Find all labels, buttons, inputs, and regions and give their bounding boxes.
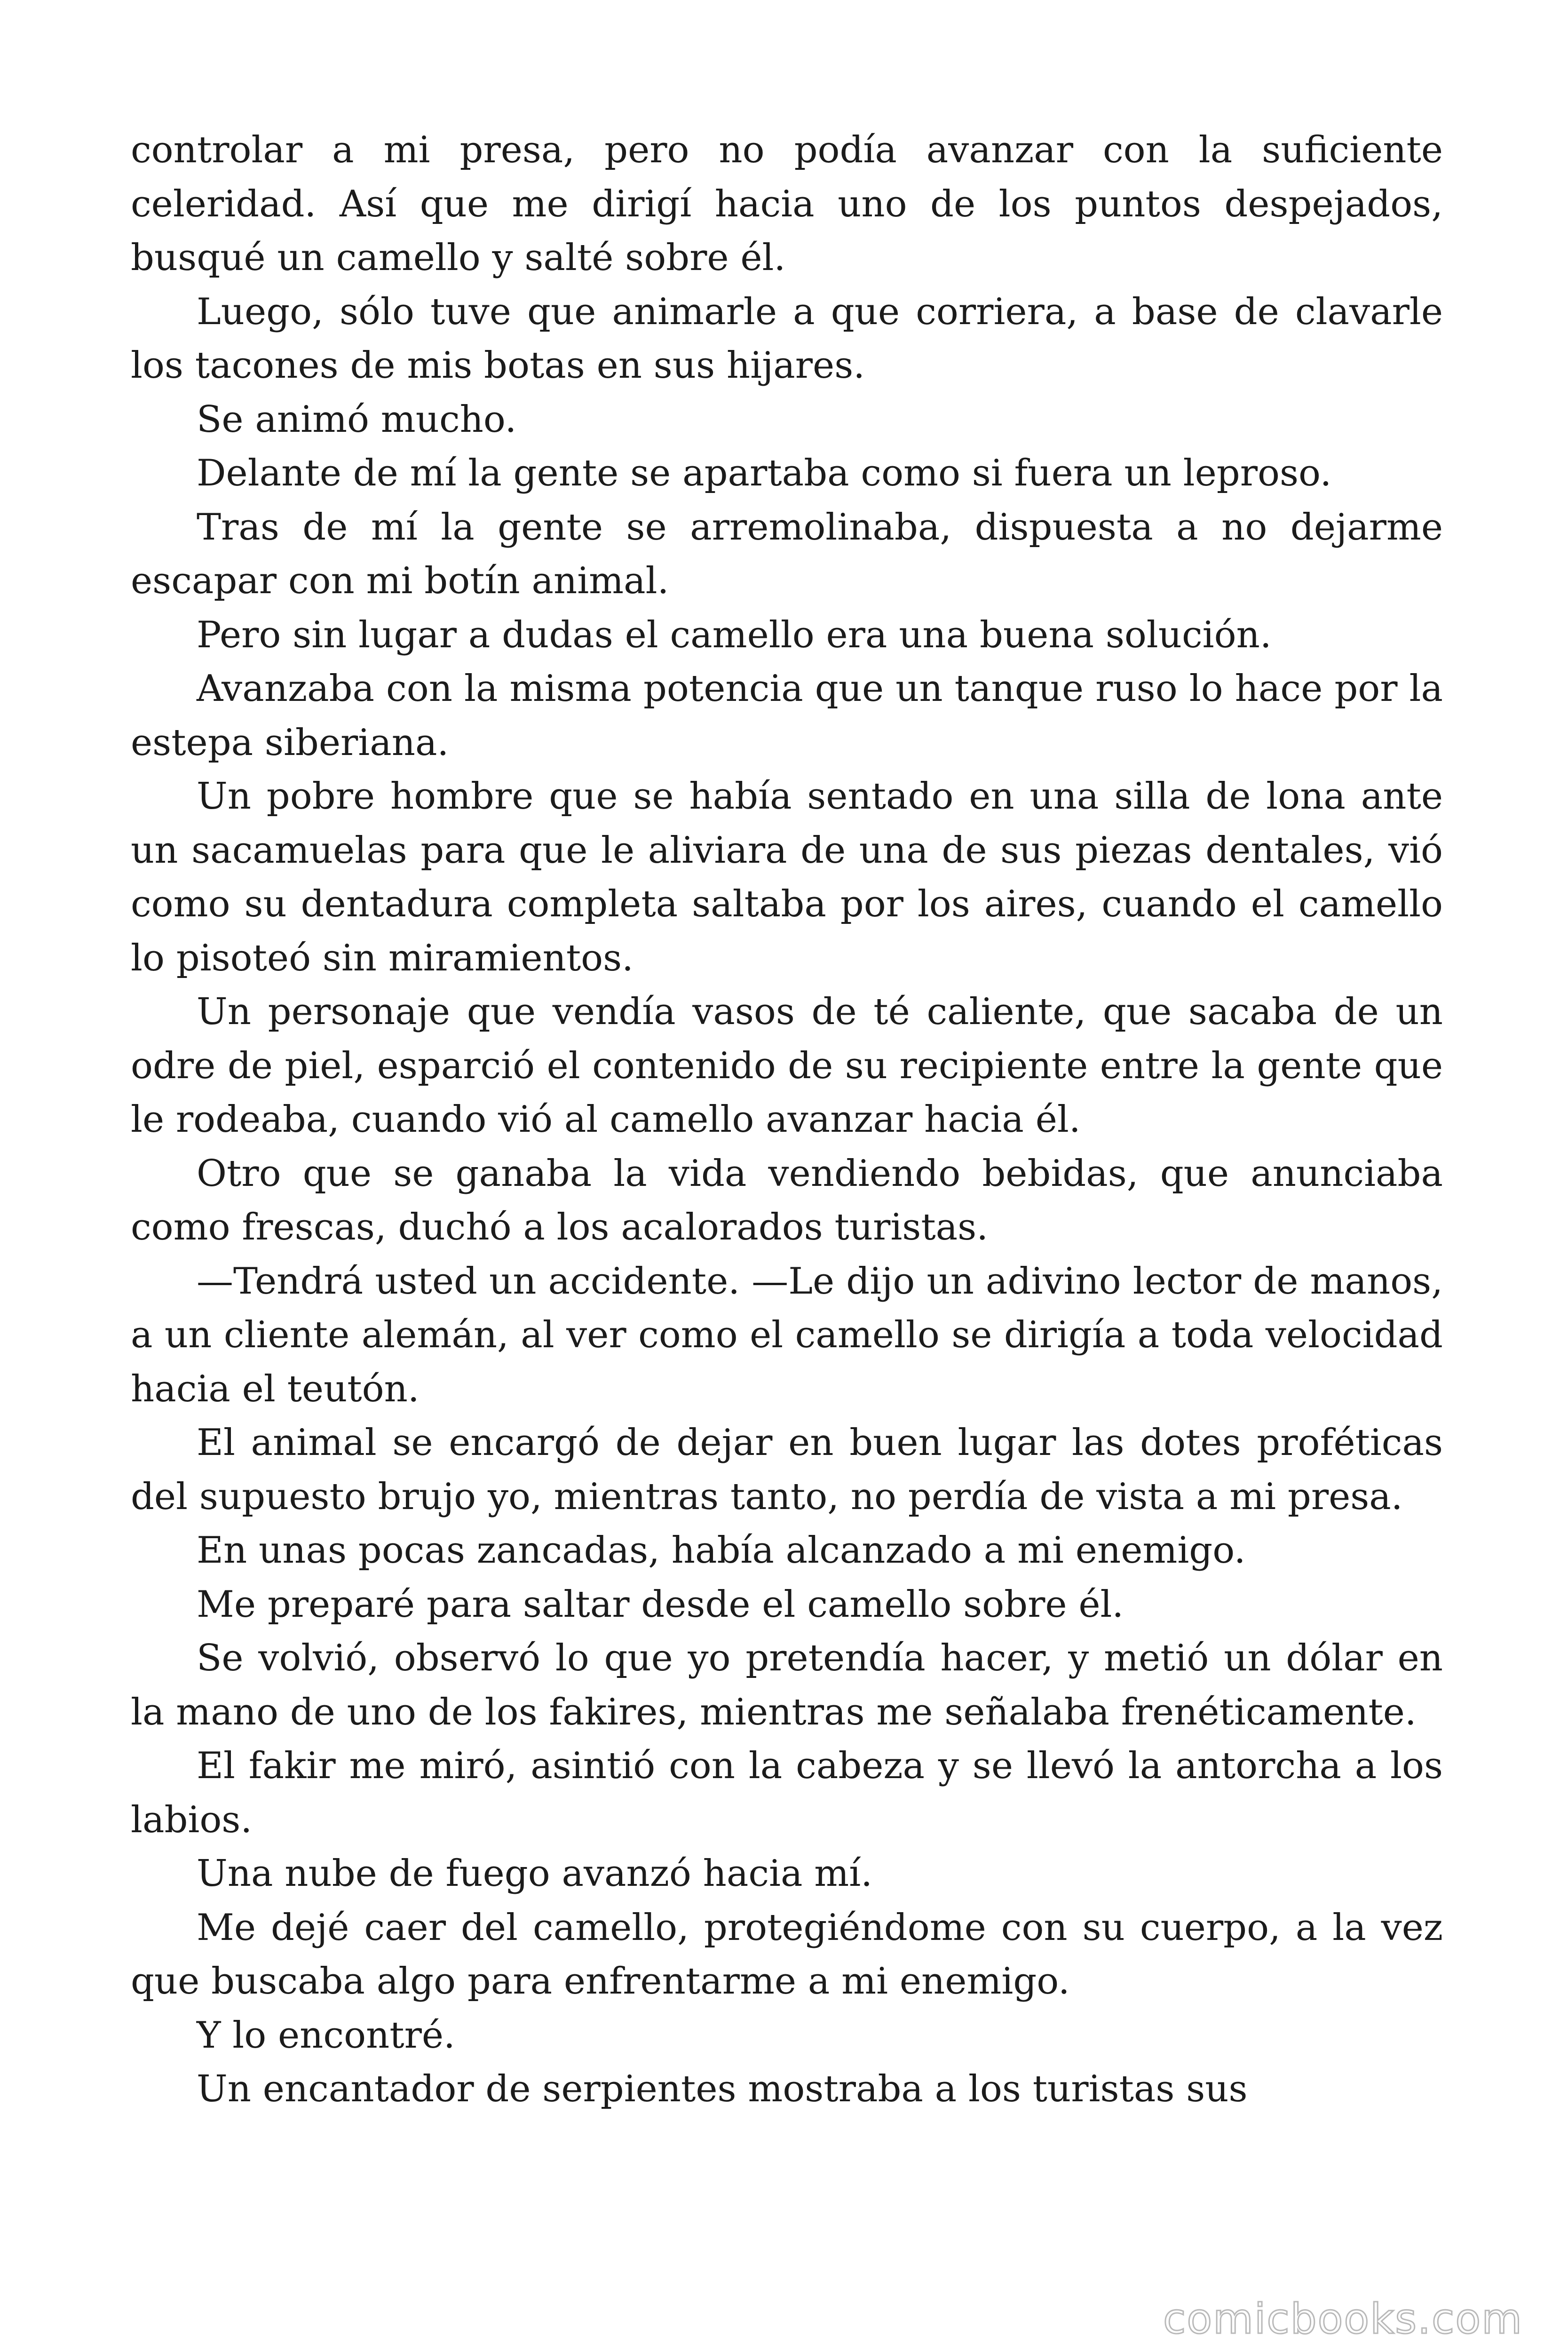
paragraph-16: El fakir me miró, asintió con la cabeza y se llevó la antorcha a los labios. [131, 1745, 1443, 1841]
paragraph-3: Se animó mucho. [197, 398, 517, 441]
paragraph-1: controlar a mi presa, pero no podía avanzar con la suficiente celeridad. Así que me dirigí hacia uno de los puntos despejados, busqué un camello y salté sobre él. [131, 129, 1443, 279]
paragraph-10: Otro que se ganaba la vida vendiendo bebidas, que anunciaba como frescas, duchó a los acalorados turistas. [131, 1152, 1443, 1248]
paragraph-18: Me dejé caer del camello, protegiéndome con su cuerpo, a la vez que buscaba algo para enfrentarme a mi enemigo. [131, 1906, 1443, 2002]
paragraph-2: Luego, sólo tuve que animarle a que corriera, a base de clavarle los tacones de mis botas en sus hijares. [131, 290, 1443, 387]
paragraph-8: Un pobre hombre que se había sentado en una silla de lona ante un sacamuelas para que le aliviara de una de sus piezas dentales, vió como su dentadura completa saltaba por los aires, cuando el camello lo pisoteó sin miramientos. [131, 775, 1443, 979]
watermark-logo: comicbooks.com [1163, 2295, 1523, 2343]
paragraph-9: Un personaje que vendía vasos de té caliente, que sacaba de un odre de piel, esparció el contenido de su recipiente entre la gente que le rodeaba, cuando vió al camello avanzar hacia él. [131, 991, 1443, 1141]
paragraph-15: Se volvió, observó lo que yo pretendía hacer, y metió un dólar en la mano de uno de los fakires, mientras me señalaba frenéticamente. [131, 1637, 1443, 1733]
paragraph-7: Avanzaba con la misma potencia que un tanque ruso lo hace por la estepa siberiana. [131, 667, 1443, 764]
paragraph-20: Un encantador de serpientes mostraba a los turistas sus [197, 2068, 1248, 2110]
paragraph-4: Delante de mí la gente se apartaba como si fuera un leproso. [197, 452, 1332, 494]
paragraph-19: Y lo encontré. [197, 2014, 455, 2057]
paragraph-6: Pero sin lugar a dudas el camello era una buena solución. [197, 613, 1272, 656]
paragraph-17: Una nube de fuego avanzó hacia mí. [197, 1852, 872, 1895]
paragraph-12: El animal se encargó de dejar en buen lugar las dotes proféticas del supuesto brujo yo, mientras tanto, no perdía de vista a mi presa. [131, 1422, 1443, 1518]
paragraph-13: En unas pocas zancadas, había alcanzado a mi enemigo. [197, 1529, 1246, 1572]
paragraph-5: Tras de mí la gente se arremolinaba, dispuesta a no dejarme escapar con mi botín animal. [131, 506, 1443, 602]
page-body-text [131, 123, 1443, 2116]
paragraph-14: Me preparé para saltar desde el camello sobre él. [197, 1583, 1124, 1626]
paragraph-11: —Tendrá usted un accidente. —Le dijo un adivino lector de manos, a un cliente alemán, al ver como el camello se dirigía a toda velocidad hacia el teutón. [131, 1260, 1443, 1410]
